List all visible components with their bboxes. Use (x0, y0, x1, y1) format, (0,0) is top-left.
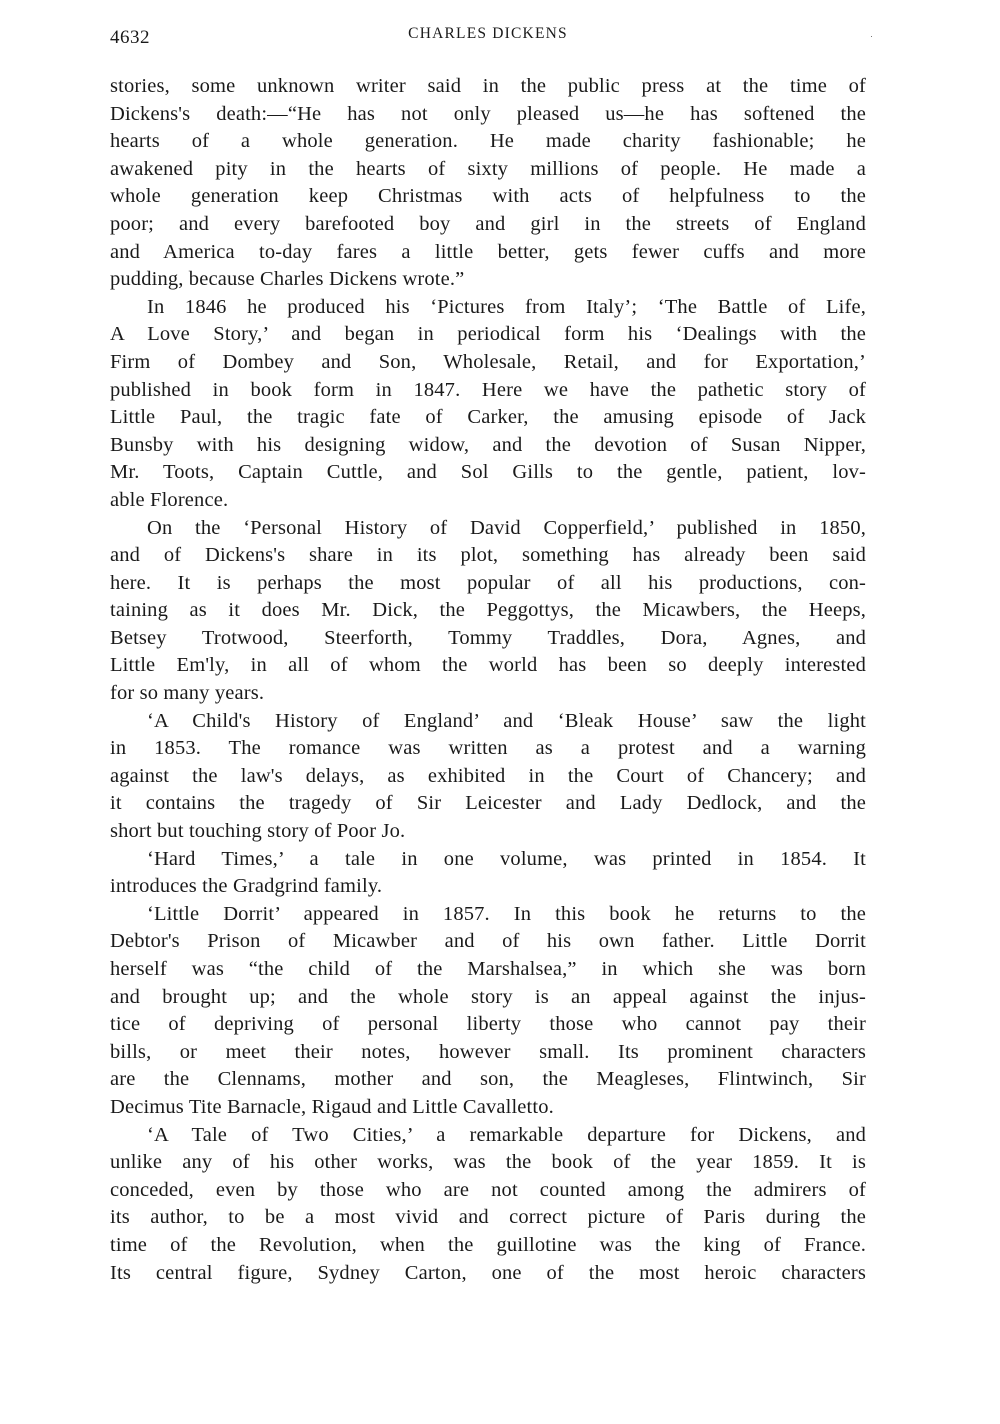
text-line: short but touching story of Poor Jo. (110, 820, 406, 843)
text-line: poor; and every barefooted boy and girl in the streets of England (110, 212, 866, 235)
paragraph (110, 708, 866, 846)
text-line: time of the Revolution, when the guillotine was the king of France. (110, 1233, 866, 1256)
text-line: stories, some unknown writer said in the public press at the time of (110, 75, 866, 97)
text-line: Its central figure, Sydney Carton, one of the most heroic characters (110, 1261, 866, 1284)
text-line: A Love Story,’ and began in periodical form his ‘Dealings with the (110, 323, 866, 346)
paragraph (110, 73, 866, 294)
text-line: awakened pity in the hearts of sixty millions of people. He made a (110, 157, 866, 180)
paragraph (110, 846, 866, 901)
paragraph (110, 294, 866, 515)
text-line: Bunsby with his designing widow, and the devotion of Susan Nipper, (110, 433, 866, 456)
text-line: Mr. Toots, Captain Cuttle, and Sol Gills to the gentle, patient, lov- (110, 461, 866, 484)
text-line: Betsey Trotwood, Steerforth, Tommy Traddles, Dora, Agnes, and (110, 626, 866, 649)
running-title: CHARLES DICKENS (408, 25, 568, 42)
text-line: for so many years. (110, 682, 265, 705)
paragraph (110, 901, 866, 1122)
text-line: and America to-day fares a little better, gets fewer cuffs and more (110, 240, 866, 263)
text-line: and of Dickens's share in its plot, something has already been said (110, 544, 866, 567)
text-line: and brought up; and the whole story is an appeal against the injus- (110, 985, 866, 1008)
text-line: in 1853. The romance was written as a protest and a warning (110, 737, 866, 760)
scan-speck (871, 36, 872, 37)
text-line: Dickens's death:—“He has not only pleased us—he has softened the (110, 102, 866, 125)
text-line: ‘A Child's History of England’ and ‘Bleak House’ saw the light (147, 709, 866, 732)
running-head (110, 0, 866, 50)
text-line: herself was “the child of the Marshalsea,” in which she was born (110, 958, 866, 980)
text-line: its author, to be a most vivid and correct picture of Paris during the (110, 1206, 866, 1229)
paragraph (110, 1122, 866, 1288)
text-line: it contains the tragedy of Sir Leicester and Lady Dedlock, and the (110, 792, 866, 815)
text-line: unlike any of his other works, was the book of the year 1859. It is (110, 1151, 866, 1174)
text-line: conceded, even by those who are not counted among the admirers of (110, 1178, 866, 1201)
text-line: Little Em'ly, in all of whom the world has been so deeply interested (110, 654, 866, 677)
text-line: introduces the Gradgrind family. (110, 875, 383, 898)
text-line: Decimus Tite Barnacle, Rigaud and Little Cavalletto. (110, 1095, 554, 1118)
text-line: pudding, because Charles Dickens wrote.” (110, 268, 465, 291)
book-page (110, 0, 866, 1284)
text-line: On the ‘Personal History of David Copperfield,’ published in 1850, (147, 516, 866, 539)
text-line: able Florence. (110, 488, 229, 511)
text-line: taining as it does Mr. Dick, the Peggottys, the Micawbers, the Heeps, (110, 599, 866, 622)
text-line: ‘Hard Times,’ a tale in one volume, was printed in 1854. It (147, 847, 866, 870)
page-number: 4632 (110, 27, 150, 48)
text-line: here. It is perhaps the most popular of all his productions, con- (110, 571, 866, 594)
text-line: against the law's delays, as exhibited in the Court of Chancery; and (110, 764, 866, 787)
text-line: ‘Little Dorrit’ appeared in 1857. In this book he returns to the (147, 902, 866, 925)
text-line: tice of depriving of personal liberty those who cannot pay their (110, 1013, 866, 1036)
text-line: Little Paul, the tragic fate of Carker, the amusing episode of Jack (110, 406, 866, 429)
text-line: bills, or meet their notes, however small. Its prominent characters (110, 1040, 866, 1063)
text-line: published in book form in 1847. Here we have the pathetic story of (110, 378, 866, 401)
text-line: Firm of Dombey and Son, Wholesale, Retail, and for Exportation,’ (110, 350, 866, 373)
body-text (110, 73, 866, 1287)
paragraph (110, 515, 866, 708)
text-line: hearts of a whole generation. He made charity fashionable; he (110, 130, 866, 153)
text-line: are the Clennams, mother and son, the Meagleses, Flintwinch, Sir (110, 1068, 866, 1091)
text-line: ‘A Tale of Two Cities,’ a remarkable departure for Dickens, and (147, 1123, 866, 1146)
text-line: In 1846 he produced his ‘Pictures from Italy’; ‘The Battle of Life, (147, 295, 866, 318)
text-line: whole generation keep Christmas with acts of helpfulness to the (110, 185, 866, 208)
text-line: Debtor's Prison of Micawber and of his own father. Little Dorrit (110, 930, 866, 953)
